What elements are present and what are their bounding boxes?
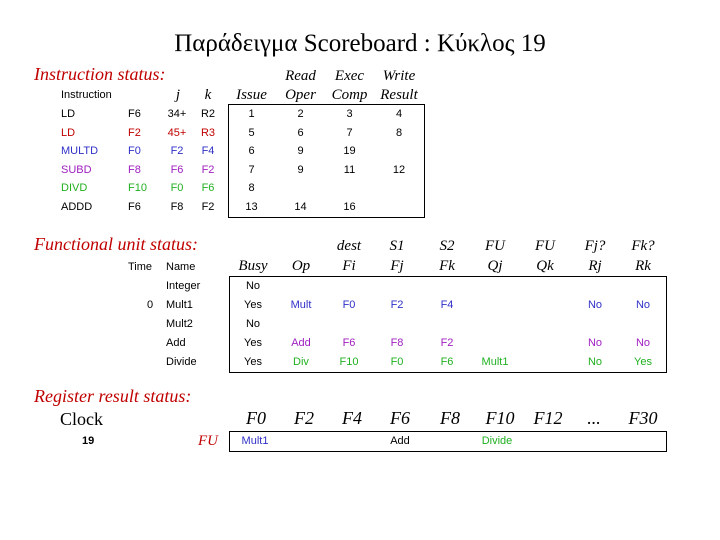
instruction-issue: 13 bbox=[245, 201, 258, 213]
instruction-dest: F0 bbox=[128, 145, 141, 157]
fu-rk: No bbox=[635, 337, 651, 349]
instruction-k: F6 bbox=[201, 182, 215, 194]
register-header: F30 bbox=[628, 408, 658, 428]
instruction-read: 9 bbox=[297, 145, 304, 157]
instruction-op: ADDD bbox=[61, 201, 93, 213]
col-header-exec: Exec bbox=[334, 68, 365, 84]
col-header-issue: Issue bbox=[236, 87, 267, 103]
clock-label: Clock bbox=[60, 409, 103, 429]
fu-rj: No bbox=[587, 356, 603, 368]
fu-busy: Yes bbox=[244, 299, 262, 311]
fu-fi: F0 bbox=[342, 299, 356, 311]
col-header-s1: S1 bbox=[389, 238, 405, 254]
fu-op: Div bbox=[293, 356, 309, 368]
col-header-s2: S2 bbox=[439, 238, 455, 254]
instruction-issue: 1 bbox=[248, 108, 255, 120]
fu-op: Add bbox=[291, 337, 311, 349]
register-value: Add bbox=[390, 435, 410, 447]
instruction-j: 45+ bbox=[167, 127, 187, 139]
register-header: F8 bbox=[440, 408, 460, 428]
register-header: ... bbox=[587, 408, 601, 428]
instruction-write: 8 bbox=[395, 127, 403, 139]
fu-busy: Yes bbox=[244, 356, 262, 368]
col-header-fu-qj: FU bbox=[485, 238, 505, 254]
instruction-j: F6 bbox=[170, 164, 184, 176]
instruction-exec: 19 bbox=[343, 145, 356, 157]
instruction-op: LD bbox=[61, 127, 76, 139]
fu-fk: F2 bbox=[440, 337, 454, 349]
col-header-dest: dest bbox=[336, 238, 362, 254]
instruction-issue: 8 bbox=[248, 182, 255, 194]
col-header-read: Read bbox=[285, 68, 316, 84]
instruction-op: LD bbox=[61, 108, 76, 120]
instruction-read: 6 bbox=[297, 127, 304, 139]
instruction-dest: F6 bbox=[128, 201, 141, 213]
fu-busy: No bbox=[245, 318, 261, 330]
instruction-write: 12 bbox=[392, 164, 406, 176]
instruction-dest: F8 bbox=[128, 164, 141, 176]
instruction-exec: 11 bbox=[343, 164, 356, 176]
table-divider bbox=[666, 431, 667, 452]
instruction-write: 4 bbox=[395, 108, 403, 120]
instruction-dest: F10 bbox=[128, 182, 147, 194]
fu-rj: No bbox=[587, 299, 603, 311]
functional-unit-heading: Functional unit status: bbox=[34, 234, 198, 254]
instruction-k: F2 bbox=[201, 201, 215, 213]
table-divider bbox=[228, 104, 424, 105]
col-header-fi: Fi bbox=[342, 258, 356, 274]
register-header: F0 bbox=[246, 408, 266, 428]
fu-name: Integer bbox=[166, 280, 201, 292]
page-title: Παράδειγμα Scoreboard : Κύκλος 19 bbox=[174, 30, 546, 57]
register-header: F4 bbox=[342, 408, 362, 428]
fu-name: Add bbox=[166, 337, 186, 349]
fu-fj: F2 bbox=[390, 299, 404, 311]
instruction-j: F2 bbox=[170, 145, 184, 157]
fu-busy: No bbox=[245, 280, 261, 292]
instruction-j: F0 bbox=[170, 182, 184, 194]
instruction-op: MULTD bbox=[61, 145, 99, 157]
col-header-name: Name bbox=[166, 261, 196, 273]
fu-fi: F10 bbox=[339, 356, 359, 368]
table-divider bbox=[229, 451, 666, 452]
table-divider bbox=[666, 276, 667, 373]
instruction-issue: 6 bbox=[248, 145, 255, 157]
instruction-read: 9 bbox=[297, 164, 304, 176]
instruction-exec: 3 bbox=[346, 108, 353, 120]
fu-label: FU bbox=[198, 433, 218, 449]
instruction-issue: 5 bbox=[248, 127, 255, 139]
register-header: F6 bbox=[390, 408, 410, 428]
fu-rk: Yes bbox=[634, 356, 652, 368]
instruction-read: 14 bbox=[294, 201, 307, 213]
table-divider bbox=[229, 431, 666, 432]
register-value: Divide bbox=[481, 435, 513, 447]
fu-fk: F4 bbox=[440, 299, 454, 311]
col-header-j: j bbox=[175, 87, 181, 103]
instruction-k: R2 bbox=[200, 108, 216, 120]
col-header-busy: Busy bbox=[238, 258, 268, 274]
table-divider bbox=[229, 276, 230, 373]
instruction-j: F8 bbox=[170, 201, 184, 213]
fu-name: Mult2 bbox=[166, 318, 193, 330]
instruction-exec: 16 bbox=[343, 201, 356, 213]
col-header-write: Write bbox=[382, 68, 416, 84]
col-header-rk: Rk bbox=[635, 258, 651, 274]
table-divider bbox=[229, 431, 230, 452]
instruction-status-heading: Instruction status: bbox=[34, 64, 166, 84]
col-header-fj-reg: Fj bbox=[390, 258, 404, 274]
col-header-instruction: Instruction bbox=[61, 89, 112, 101]
clock-value: 19 bbox=[82, 435, 95, 447]
instruction-op: SUBD bbox=[61, 164, 92, 176]
instruction-dest: F6 bbox=[128, 108, 141, 120]
table-divider bbox=[424, 104, 425, 218]
fu-time: 0 bbox=[146, 299, 154, 311]
fu-fk: F6 bbox=[440, 356, 454, 368]
col-header-k: k bbox=[204, 87, 212, 103]
col-header-rj: Rj bbox=[588, 258, 602, 274]
table-divider bbox=[229, 372, 666, 373]
register-result-heading: Register result status: bbox=[34, 386, 192, 406]
col-header-qj: Qj bbox=[487, 258, 503, 274]
instruction-k: R3 bbox=[200, 127, 216, 139]
table-divider bbox=[228, 104, 229, 218]
col-header-qk: Qk bbox=[536, 258, 554, 274]
col-header-comp: Comp bbox=[331, 87, 368, 103]
col-header-result: Result bbox=[380, 87, 418, 103]
fu-rj: No bbox=[587, 337, 603, 349]
table-divider bbox=[228, 217, 424, 218]
fu-fj: F0 bbox=[390, 356, 404, 368]
table-divider bbox=[229, 276, 666, 277]
fu-fj: F8 bbox=[390, 337, 404, 349]
col-header-oper: Oper bbox=[285, 87, 316, 103]
fu-rk: No bbox=[635, 299, 651, 311]
register-value: Mult1 bbox=[241, 435, 269, 447]
instruction-exec: 7 bbox=[346, 127, 353, 139]
instruction-k: F2 bbox=[201, 164, 215, 176]
col-header-time: Time bbox=[128, 261, 153, 273]
col-header-fk-reg: Fk bbox=[439, 258, 455, 274]
register-header: F12 bbox=[533, 408, 563, 428]
fu-fi: F6 bbox=[342, 337, 356, 349]
fu-busy: Yes bbox=[244, 337, 262, 349]
col-header-fk: Fk? bbox=[631, 238, 655, 254]
instruction-j: 34+ bbox=[167, 108, 187, 120]
col-header-op: Op bbox=[291, 258, 311, 274]
instruction-op: DIVD bbox=[61, 182, 88, 194]
register-header: F10 bbox=[485, 408, 515, 428]
register-header: F2 bbox=[294, 408, 314, 428]
fu-name: Mult1 bbox=[166, 299, 193, 311]
col-header-fj: Fj? bbox=[584, 238, 606, 254]
col-header-fu-qk: FU bbox=[535, 238, 555, 254]
fu-qj: Mult1 bbox=[481, 356, 509, 368]
instruction-read: 2 bbox=[297, 108, 304, 120]
fu-name: Divide bbox=[166, 356, 197, 368]
instruction-issue: 7 bbox=[248, 164, 255, 176]
fu-op: Mult bbox=[290, 299, 312, 311]
instruction-dest: F2 bbox=[128, 127, 141, 139]
instruction-k: F4 bbox=[201, 145, 215, 157]
